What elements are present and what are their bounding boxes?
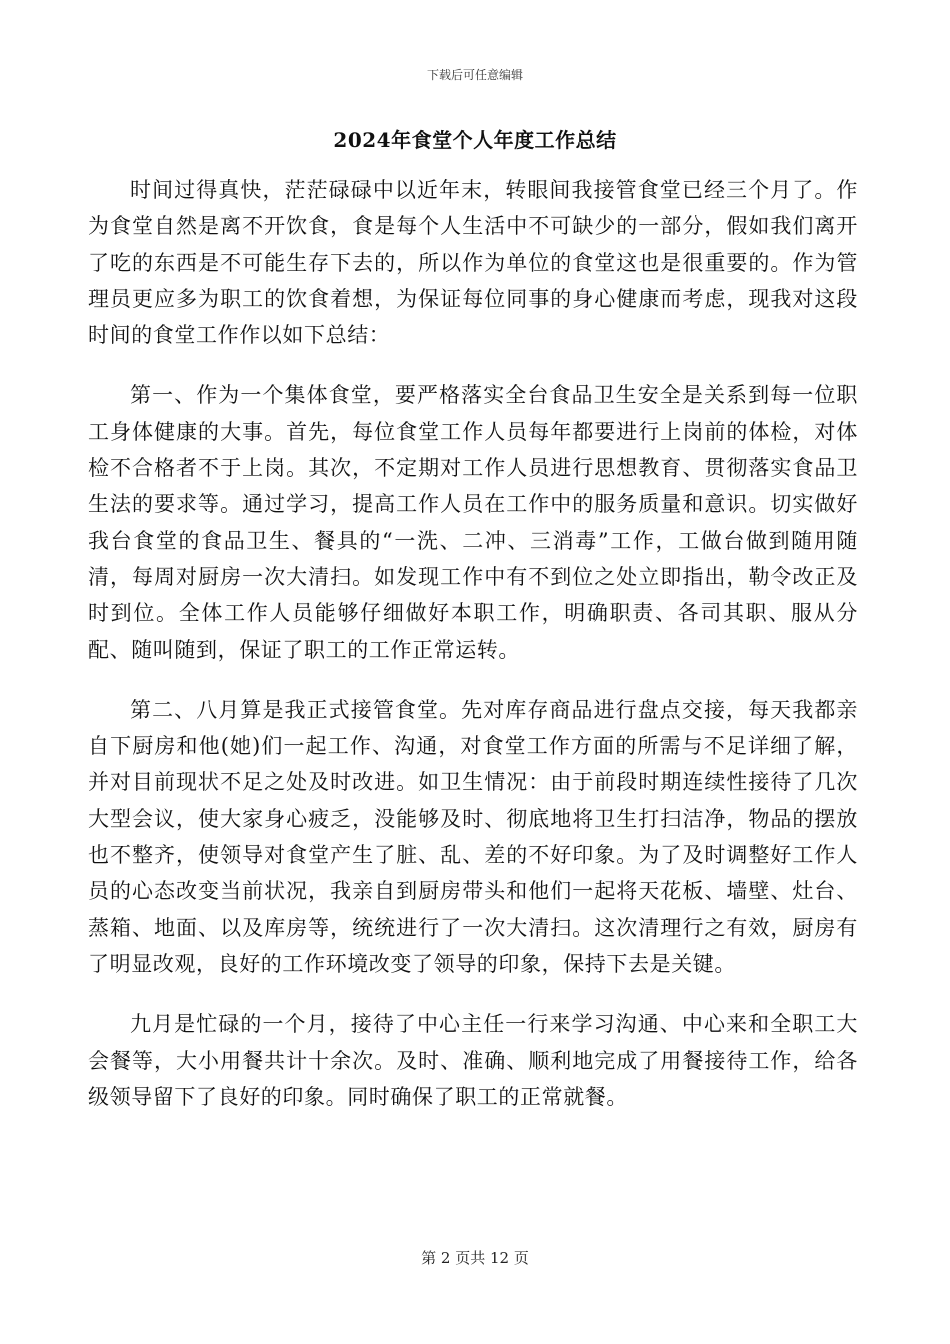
document-title: 2024年食堂个人年度工作总结 [333,128,617,152]
paragraph-intro: 时间过得真快，茫茫碌碌中以近年末，转眼间我接管食堂已经三个月了。作为食堂自然是离不开饮食，食是每个人生活中不可缺少的一部分，假如我们离开了吃的东西是不可能生存下去的，所以作为单位的食堂这也是很重要的。作为管理员更应多为职工的饮食着想，为保证每位同事的身心健康而考虑，现我对这段时间的食堂工作作以如下总结： [88,178,858,348]
paragraph-september: 九月是忙碌的一个月，接待了中心主任一行来学习沟通、中心来和全职工大会餐等，大小用餐共计十余次。及时、准确、顺利地完成了用餐接待工作，给各级领导留下了良好的印象。同时确保了职工的正常就餐。 [88,1012,858,1109]
paragraph-august: 第二、八月算是我正式接管食堂。先对库存商品进行盘点交接，每天我都亲自下厨房和他(她)们一起工作、沟通，对食堂工作方面的所需与不足详细了解，并对目前现状不足之处及时改进。如卫生情况：由于前段时期连续性接待了几次大型会议，使大家身心疲乏，没能够及时、彻底地将卫生打扫洁净，物品的摆放也不整齐，使领导对食堂产生了脏、乱、差的不好印象。为了及时调整好工作人员的心态改变当前状况，我亲自到厨房带头和他们一起将天花板、墙壁、灶台、蒸箱、地面、以及库房等，统统进行了一次大清扫。这次清理行之有效，厨房有了明显改观，良好的工作环境改变了领导的印象，保持下去是关键。 [88,697,858,976]
page-number: 第 2 页共 12 页 [421,1249,529,1267]
paragraph-food-safety: 第一、作为一个集体食堂，要严格落实全台食品卫生安全是关系到每一位职工身体健康的大事。首先，每位食堂工作人员每年都要进行上岗前的体检，对体检不合格者不于上岗。其次，不定期对工作人员进行思想教育、贯彻落实食品卫生法的要求等。通过学习，提高工作人员在工作中的服务质量和意识。切实做好我台食堂的食品卫生、餐具的“一洗、二冲、三消毒”工作，工做台做到随用随清，每周对厨房一次大清扫。如发现工作中有不到位之处立即指出，勒令改正及时到位。全体工作人员能够仔细做好本职工作，明确职责、各司其职、服从分配、随叫随到，保证了职工的工作正常运转。 [88,383,858,662]
document-body [88,172,858,1139]
header-note: 下载后可任意编辑 [426,68,523,82]
